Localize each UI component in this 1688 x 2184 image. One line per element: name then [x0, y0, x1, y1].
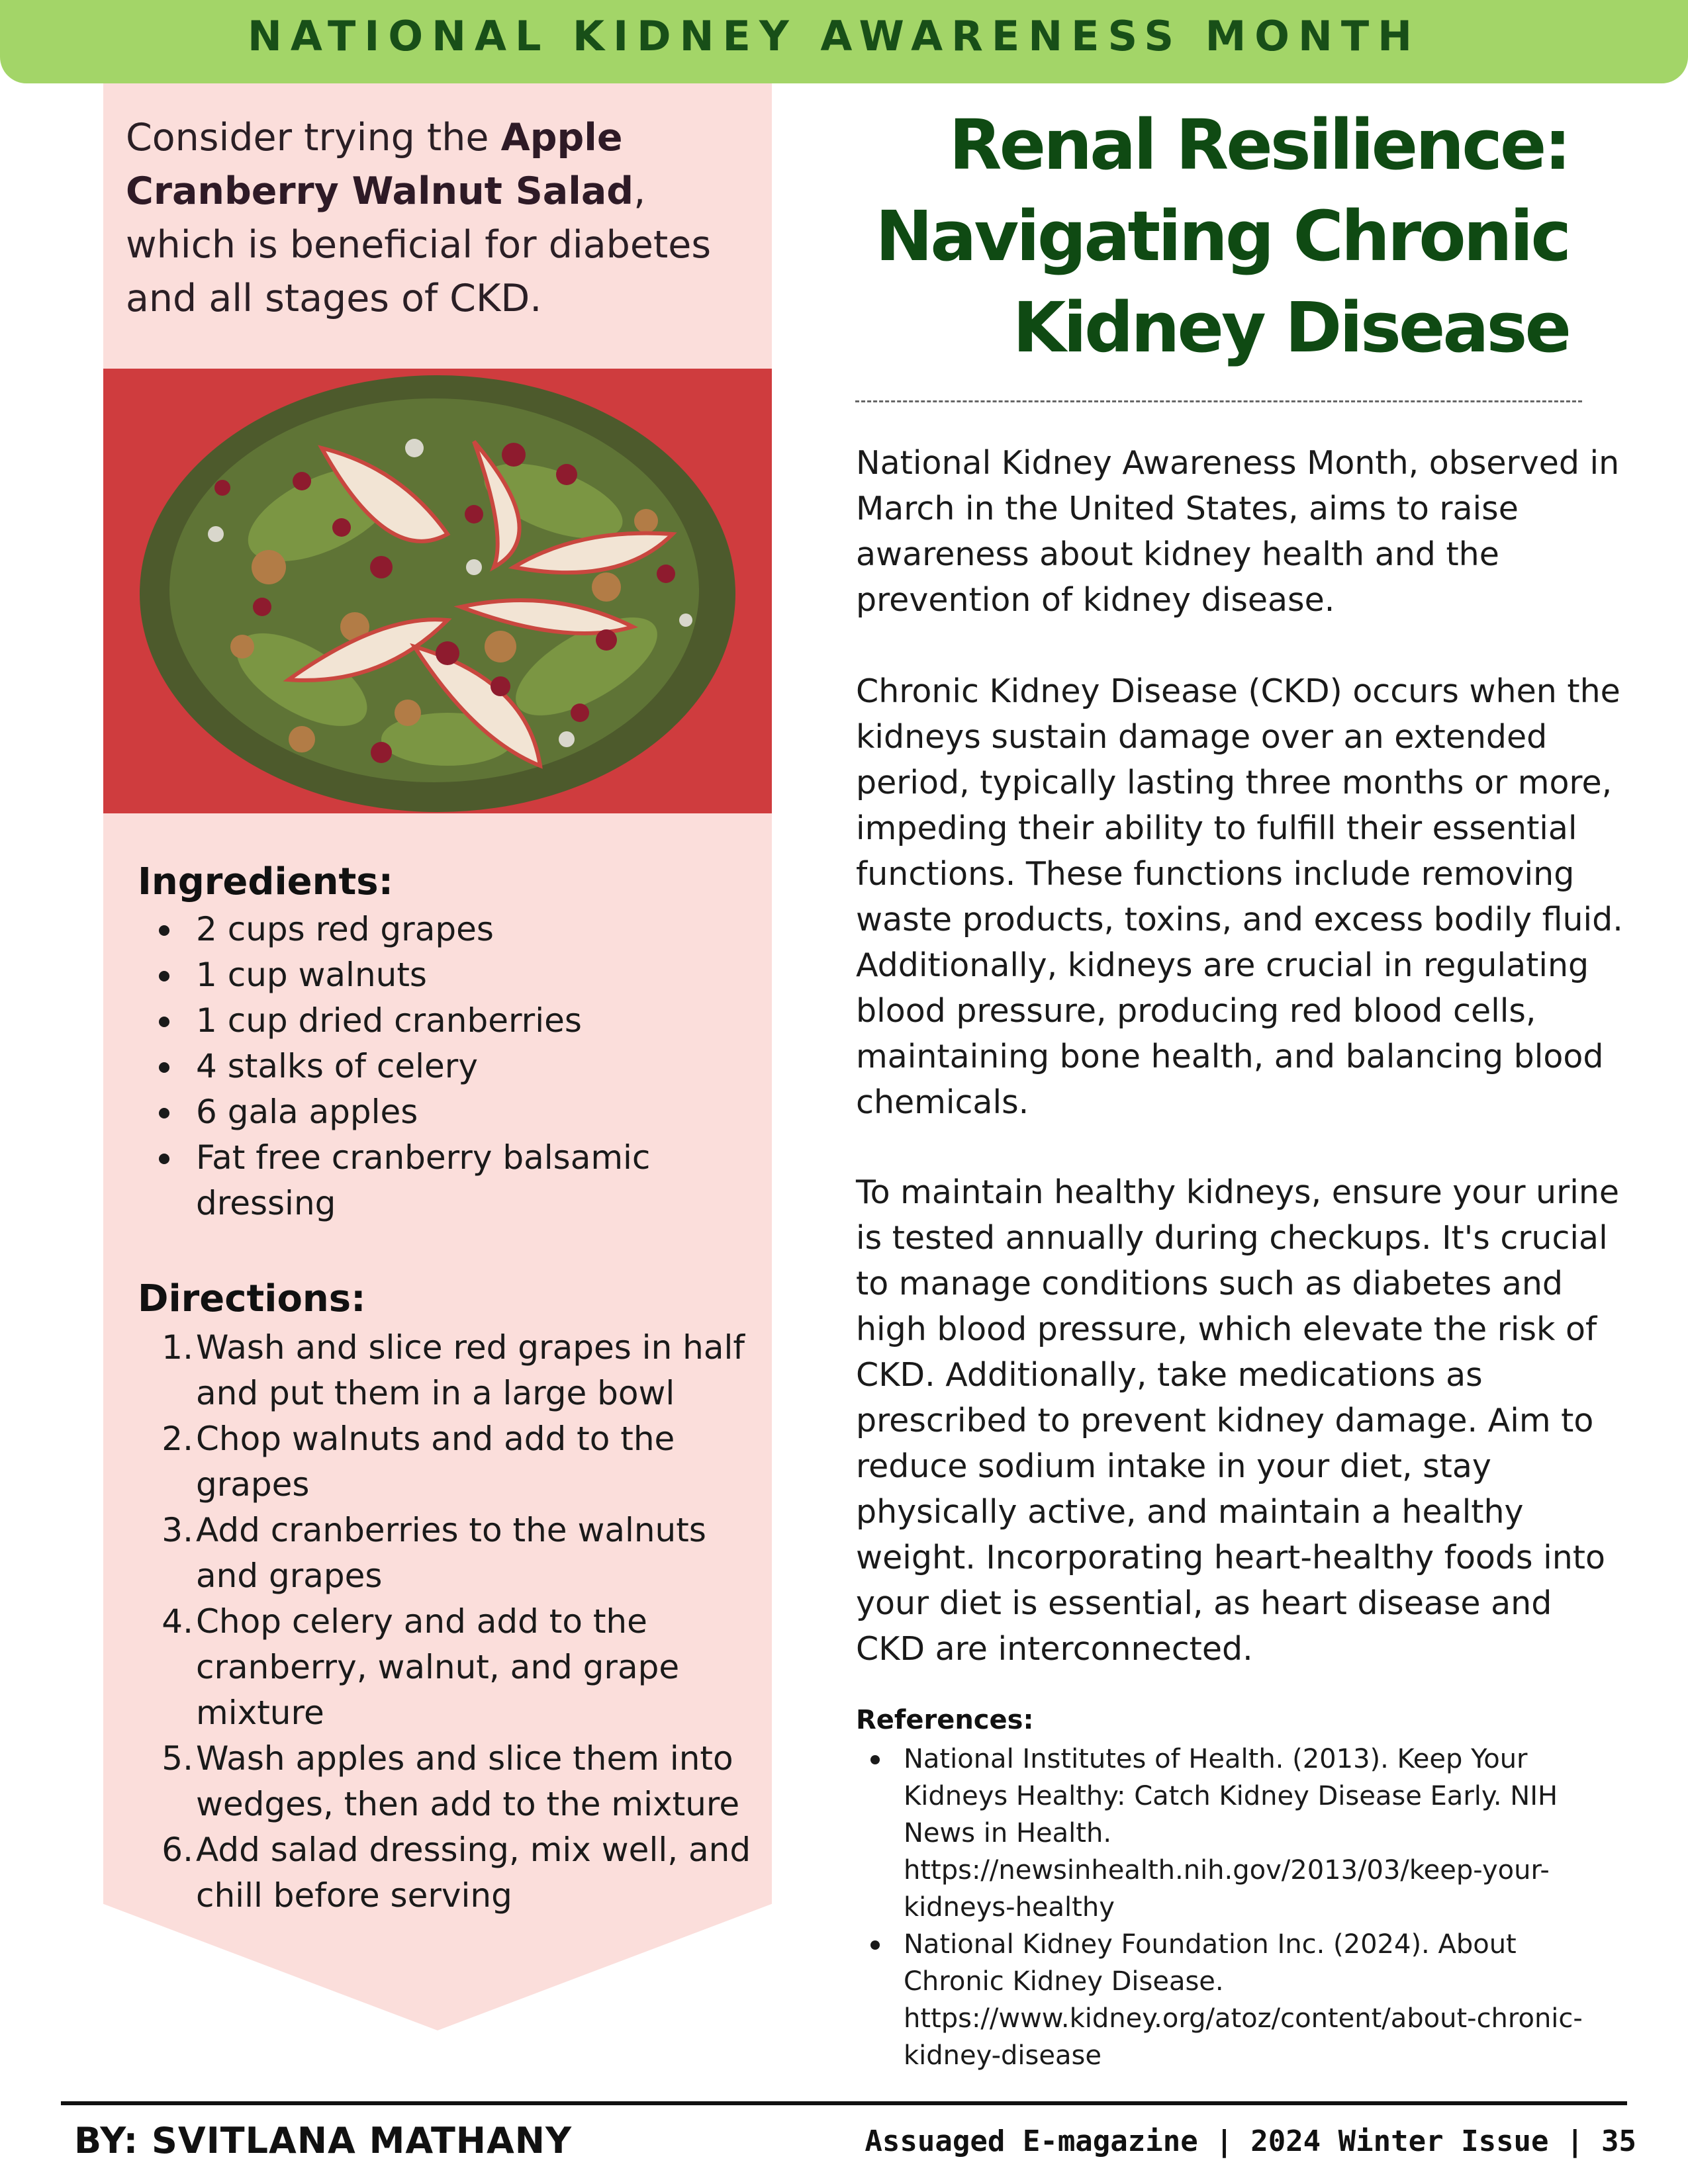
- step-text: Add salad dressing, mix well, and chill before serving: [196, 1831, 751, 1915]
- step-number: 3.: [162, 1511, 193, 1549]
- references-list: [856, 1741, 1617, 2074]
- reference-item: National Kidney Foundation Inc. (2024). About Chronic Kidney Disease. https://www.kidney.org/atoz/content/about-chronic-kidney-disease: [856, 1926, 1617, 2074]
- directions-heading: Directions:: [138, 1277, 366, 1320]
- ingredient-item: 1 cup walnuts: [139, 952, 735, 998]
- banner-title: NATIONAL KIDNEY AWARENESS MONTH: [247, 12, 1421, 60]
- intro-prefix: Consider trying the: [126, 116, 501, 159]
- step-number: 2.: [162, 1420, 193, 1458]
- salad-illustration: [103, 369, 772, 813]
- salad-photo: [103, 369, 772, 813]
- recipe-intro: [126, 111, 755, 326]
- step-number: 6.: [162, 1831, 193, 1869]
- title-line: Navigating Chronic: [875, 196, 1569, 277]
- ingredient-item: 2 cups red grapes: [139, 907, 735, 952]
- ingredient-item: 1 cup dried cranberries: [139, 998, 735, 1044]
- article-paragraph: To maintain healthy kidneys, ensure your urine is tested annually during checkups. It's crucial to manage conditions such as diabetes and high blood pressure, which elevate the risk of CKD. Additionally, take medications as prescribed to prevent kidney damage. Aim to reduce sodium intake in your diet, stay physically active, and maintain a healthy weight. Incorporating heart-healthy foods into your diet is essential, as heart disease and CKD are interconnected.: [856, 1173, 1620, 1668]
- step-number: 5.: [162, 1739, 193, 1778]
- references-heading: References:: [856, 1705, 1034, 1735]
- step-number: 1.: [162, 1328, 193, 1367]
- step-text: Chop walnuts and add to the grapes: [196, 1420, 675, 1504]
- direction-step: [139, 1508, 751, 1599]
- recipe-name: Apple Cranberry Walnut Salad: [126, 116, 634, 213]
- article-paragraph: Chronic Kidney Disease (CKD) occurs when the kidneys sustain damage over an extended period, typically lasting three months or more, impeding their ability to fulfill their essential functions. These functions include removing waste products, toxins, and excess bodily fluid. Additionally, kidneys are crucial in regulating blood pressure, producing red blood cells, maintaining bone health, and balancing blood chemicals.: [856, 672, 1623, 1121]
- ingredient-item: 6 gala apples: [139, 1089, 735, 1135]
- intro-suffix: , which is beneficial for diabetes and all stages of CKD.: [126, 169, 712, 320]
- direction-step: [139, 1827, 751, 1919]
- footer-rule: [61, 2101, 1627, 2105]
- direction-step: [139, 1325, 751, 1416]
- ingredients-list: [139, 907, 735, 1226]
- title-divider: [855, 400, 1582, 402]
- directions-list: [139, 1325, 751, 1919]
- step-text: Chop celery and add to the cranberry, walnut, and grape mixture: [196, 1602, 680, 1732]
- ingredient-item: Fat free cranberry balsamic dressing: [139, 1135, 653, 1226]
- top-banner: [0, 0, 1688, 83]
- step-text: Wash and slice red grapes in half and put them in a large bowl: [196, 1328, 745, 1412]
- ingredients-heading: Ingredients:: [138, 860, 394, 903]
- direction-step: [139, 1599, 751, 1736]
- article-title: [861, 99, 1569, 373]
- direction-step: [139, 1736, 751, 1827]
- direction-step: [139, 1416, 751, 1508]
- ingredient-item: 4 stalks of celery: [139, 1044, 735, 1089]
- article-paragraph: National Kidney Awareness Month, observed in March in the United States, aims to raise awareness about kidney health and the prevention of kidney disease.: [856, 444, 1620, 619]
- step-text: Wash apples and slice them into wedges, then add to the mixture: [196, 1739, 740, 1823]
- author-byline: BY: SVITLANA MATHANY: [74, 2120, 573, 2161]
- publication-info: Assuaged E-magazine | 2024 Winter Issue | 35: [865, 2124, 1636, 2158]
- reference-item: National Institutes of Health. (2013). Keep Your Kidneys Healthy: Catch Kidney Disease Early. NIH News in Health. https://newsinhealth.nih.gov/2013/03/keep-your-kidneys-healthy: [856, 1741, 1617, 1926]
- step-number: 4.: [162, 1602, 193, 1641]
- title-line: Kidney Disease: [1012, 287, 1569, 368]
- title-line: Renal Resilience:: [949, 105, 1569, 185]
- step-text: Add cranberries to the walnuts and grapes: [196, 1511, 706, 1595]
